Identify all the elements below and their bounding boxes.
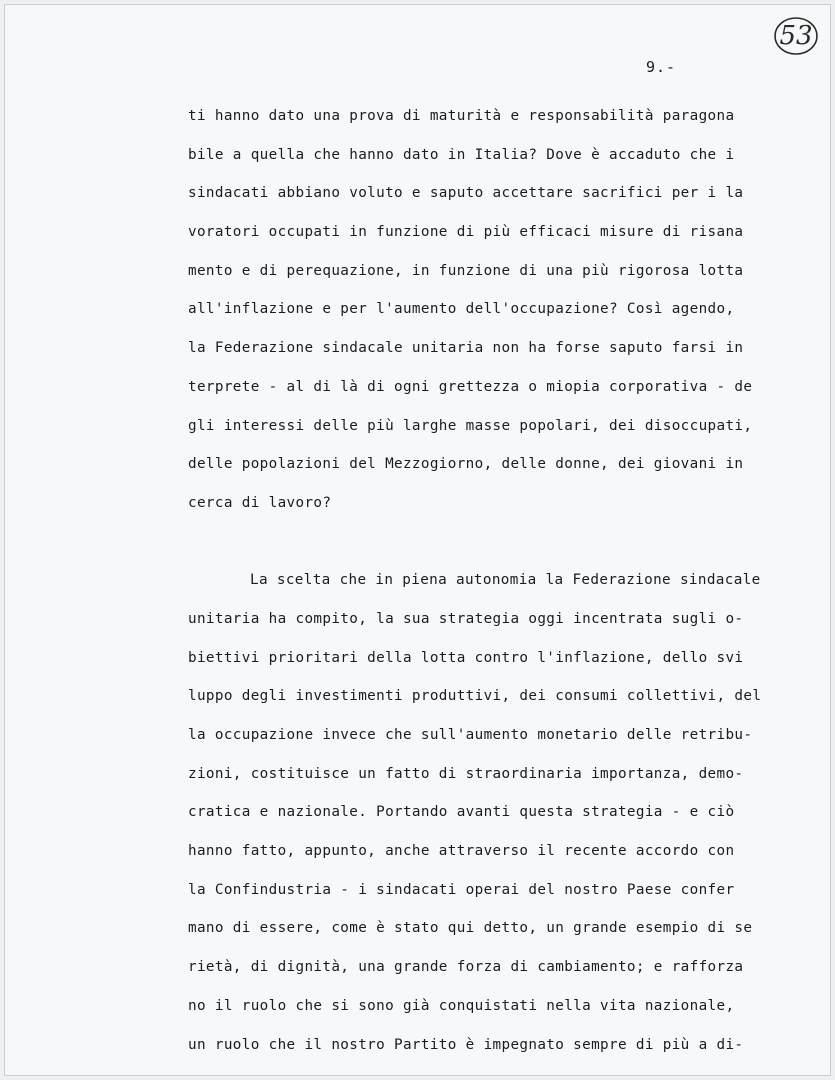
text-line: terprete - al di là di ogni grettezza o miopia corporativa - de xyxy=(188,378,753,395)
text-line: ti hanno dato una prova di maturità e responsabilità paragona xyxy=(188,108,735,124)
paragraph-2 xyxy=(188,570,828,1073)
body-text xyxy=(188,106,828,1073)
text-line: cratica e nazionale. Portando avanti questa strategia - e ciò xyxy=(188,804,735,821)
paragraph-gap xyxy=(188,532,828,571)
text-line: zioni, costituisce un fatto di straordinaria importanza, demo- xyxy=(188,765,744,782)
text-line: luppo degli investimenti produttivi, dei consumi collettivi, del xyxy=(188,688,762,705)
text-line: la Federazione sindacale unitaria non ha forse saputo farsi in xyxy=(188,340,744,357)
page-number: 9.- xyxy=(646,58,677,76)
text-line: sindacati abbiano voluto e saputo accettare sacrifici per i la xyxy=(188,185,744,202)
text-line: gli interessi delle più larghe masse popolari, dei disoccupati, xyxy=(188,417,753,434)
text-line: la occupazione invece che sull'aumento monetario delle retribu- xyxy=(188,727,753,743)
text-line: la Confindustria - i sindacati operai del nostro Paese confer xyxy=(188,881,735,898)
text-line: no il ruolo che si sono già conquistati nella vita nazionale, xyxy=(188,997,735,1014)
text-line: bile a quella che hanno dato in Italia? Dove è accaduto che i xyxy=(188,146,735,163)
text-line: all'inflazione e per l'aumento dell'occupazione? Così agendo, xyxy=(188,301,735,318)
text-line: mano di essere, come è stato qui detto, un grande esempio di se xyxy=(188,920,753,937)
text-line: mento e di perequazione, in funzione di una più rigorosa lotta xyxy=(188,262,744,279)
text-line: delle popolazioni del Mezzogiorno, delle donne, dei giovani in xyxy=(188,456,744,473)
archive-stamp xyxy=(772,14,820,58)
text-line: cerca di lavoro? xyxy=(188,494,332,511)
text-line: rietà, di dignità, una grande forza di cambiamento; e rafforza xyxy=(188,959,744,976)
text-line: unitaria ha compito, la sua strategia oggi incentrata sugli o- xyxy=(188,610,744,627)
paragraph-1 xyxy=(188,106,828,532)
text-line: voratori occupati in funzione di più efficaci misure di risana xyxy=(188,224,744,241)
text-line: hanno fatto, appunto, anche attraverso il recente accordo con xyxy=(188,843,735,860)
text-line: un ruolo che il nostro Partito è impegnato sempre di più a di- xyxy=(188,1036,744,1053)
stamp-number: 53 xyxy=(779,21,813,51)
text-line: La scelta che in piena autonomia la Federazione sindacale xyxy=(250,572,761,589)
text-line: biettivi prioritari della lotta contro l'inflazione, dello svi xyxy=(188,649,744,666)
